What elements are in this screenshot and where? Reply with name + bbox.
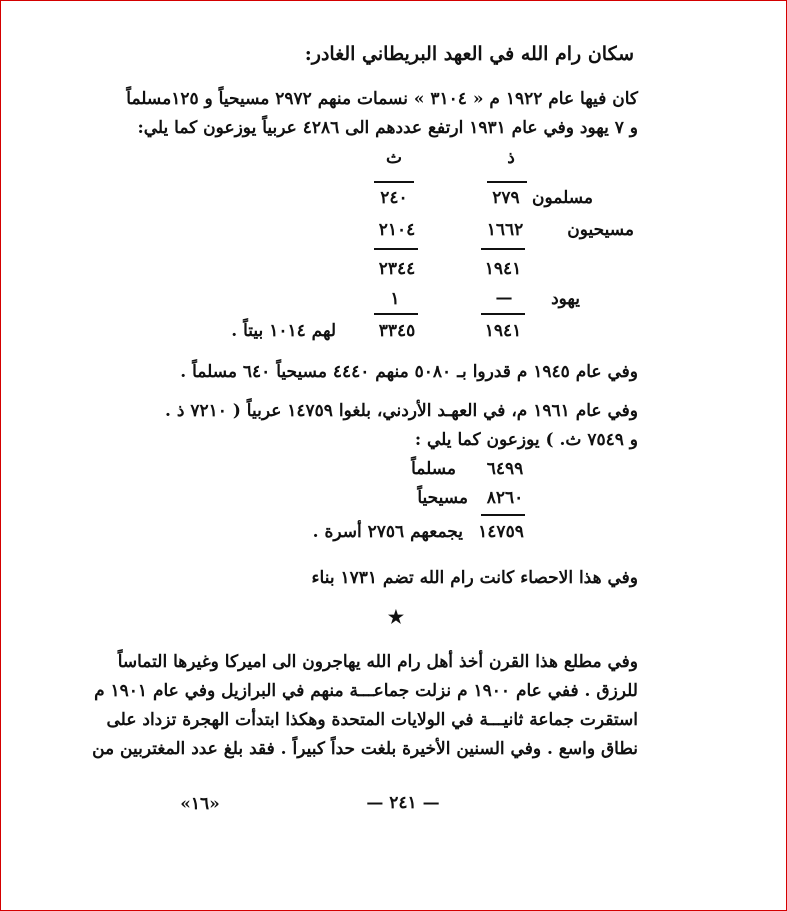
- table1-col-header-dhal: ذ: [507, 148, 515, 168]
- table1-row-label: يهود: [551, 289, 580, 309]
- table1-cell: ١٦٦٢: [486, 220, 524, 240]
- table2-row-label: مسيحياً: [417, 488, 468, 508]
- table1-header-rule-tha: [374, 181, 414, 183]
- table1-total-dhal: ١٩٤١: [484, 321, 522, 341]
- table2-cell: ٦٤٩٩: [486, 459, 524, 479]
- paragraph-2: وفي عام ١٩٤٥ م قدروا بـ ٥٠٨٠ منهم ٤٤٤٠ مسيحياً ٦٤٠ مسلماً .: [180, 362, 638, 382]
- table1-cell: ١: [390, 289, 400, 309]
- star-separator: ★: [387, 607, 405, 628]
- table2-row-label: مسلماً: [411, 459, 456, 479]
- table1-sum-rule-tha: [374, 248, 418, 250]
- table1-cell: ١٩٤١: [484, 259, 522, 279]
- table1-row-label: مسلمون: [532, 188, 593, 208]
- paragraph-5-line-1: وفي مطلع هذا القرن أخذ أهل رام الله يهاجرون الى اميركا وغيرها التماساً: [117, 652, 638, 672]
- paragraph-5-line-4: نطاق واسع . وفي السنين الأخيرة بلغت حداً كبيراً . فقد بلغ عدد المغتربين من: [92, 739, 638, 759]
- table1-header-rule-dhal: [487, 181, 527, 183]
- table1-total-rule-dhal: [481, 313, 525, 315]
- paragraph-3-line-2: و ٧٥٤٩ ث. ) يوزعون كما يلي :: [414, 430, 638, 450]
- signature-mark: «١٦»: [180, 794, 220, 814]
- table1-cell: ٢٧٩: [492, 188, 520, 208]
- table1-cell: —: [495, 288, 513, 308]
- table1-cell: ٢٣٤٤: [378, 259, 416, 279]
- table1-row-label: مسيحيون: [567, 220, 634, 240]
- table2-total-note: يجمعهم ٢٧٥٦ أسرة .: [312, 522, 463, 542]
- table1-total-rule-tha: [374, 313, 418, 315]
- paragraph-5-line-2: للرزق . ففي عام ١٩٠٠ م نزلت جماعـــة منهم في البرازيل وفي عام ١٩٠١ م: [94, 681, 638, 701]
- paragraph-4: وفي هذا الاحصاء كانت رام الله تضم ١٧٣١ بناء: [311, 568, 638, 588]
- table1-total-tha: ٣٣٤٥: [378, 321, 416, 341]
- table1-cell: ٢١٠٤: [378, 220, 416, 240]
- table1-col-header-tha: ث: [385, 148, 402, 168]
- table1-sum-rule-dhal: [481, 248, 525, 250]
- section-heading: سكان رام الله في العهد البريطاني الغادر:: [304, 43, 634, 65]
- table2-total-rule: [481, 514, 525, 516]
- paragraph-1-line-2: و ٧ يهود وفي عام ١٩٣١ ارتفع عددهم الى ٤٢٨٦ عربياً يوزعون كما يلي:: [137, 118, 638, 138]
- paragraph-3-line-1: وفي عام ١٩٦١ م، في العهـد الأردني، بلغوا ١٤٧٥٩ عربياً ( ٧٢١٠ ذ .: [165, 401, 638, 421]
- page-number: — ٢٤١ —: [366, 793, 440, 813]
- table1-cell: ٢٤٠: [380, 188, 408, 208]
- table2-total: ١٤٧٥٩: [478, 522, 524, 542]
- paragraph-1-line-1: كان فيها عام ١٩٢٢ م « ٣١٠٤ » نسمات منهم ٢٩٧٢ مسيحياً و ١٢٥مسلماً: [126, 89, 638, 109]
- table1-total-note: لهم ١٠١٤ بيتاً .: [231, 321, 336, 341]
- table2-cell: ٨٢٦٠: [486, 488, 524, 508]
- paragraph-5-line-3: استقرت جماعة ثانيـــة في الولايات المتحدة وهكذا ابتدأت الهجرة تزداد على: [106, 710, 638, 730]
